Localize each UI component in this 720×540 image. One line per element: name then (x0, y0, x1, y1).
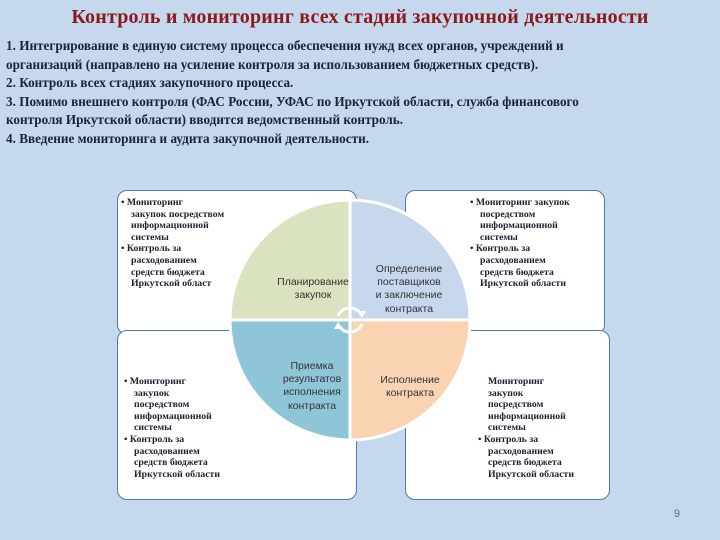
page-number: 9 (673, 508, 680, 520)
quadrant-label-execution: Исполнение контракта (380, 374, 440, 400)
box-text-top-left: • Мониторинг закупок посредством информационной системы • Контроль за расходованием средств бюджета Иркутской област (121, 197, 225, 290)
page-title: Контроль и мониторинг всех стадий закупочной деятельности (71, 6, 649, 28)
box-text-bottom-left: • Мониторинг закупок посредством информационной системы • Контроль за расходованием средств бюджета Иркутской области (124, 376, 221, 480)
intro-line: 4. Введение мониторинга и аудита закупочной деятельности. (6, 130, 369, 146)
intro-line: 1. Интегрирование в единую систему процесса обеспечения нужд всех органов, учреждений и (6, 38, 564, 53)
box-text-bottom-right: Мониторинг закупок посредством информационной системы • Контроль за расходованием средств бюджета Иркутской области (478, 376, 575, 480)
intro-line: контроля Иркутской области) вводится ведомственный контроль. (6, 112, 404, 127)
quadrant-label-planning: Планирование закупок (277, 276, 349, 302)
quadrant-label-supplier-selection: Определение поставщиков и заключение контракта (375, 263, 443, 315)
quadrant-label-acceptance: Приемка результатов исполнения контракта (282, 360, 342, 412)
intro-line: 2. Контроль всех стадиях закупочного процесса. (6, 75, 294, 90)
box-text-top-right: • Мониторинг закупок посредством информационной системы • Контроль за расходованием средств бюджета Иркутской области (470, 197, 570, 290)
intro-line: 3. Помимо внешнего контроля (ФАС России, УФАС по Иркутской области, служба финансового (6, 93, 579, 109)
intro-line: организаций (направлено на усиление контроля за использованием бюджетных средств). (6, 56, 539, 72)
